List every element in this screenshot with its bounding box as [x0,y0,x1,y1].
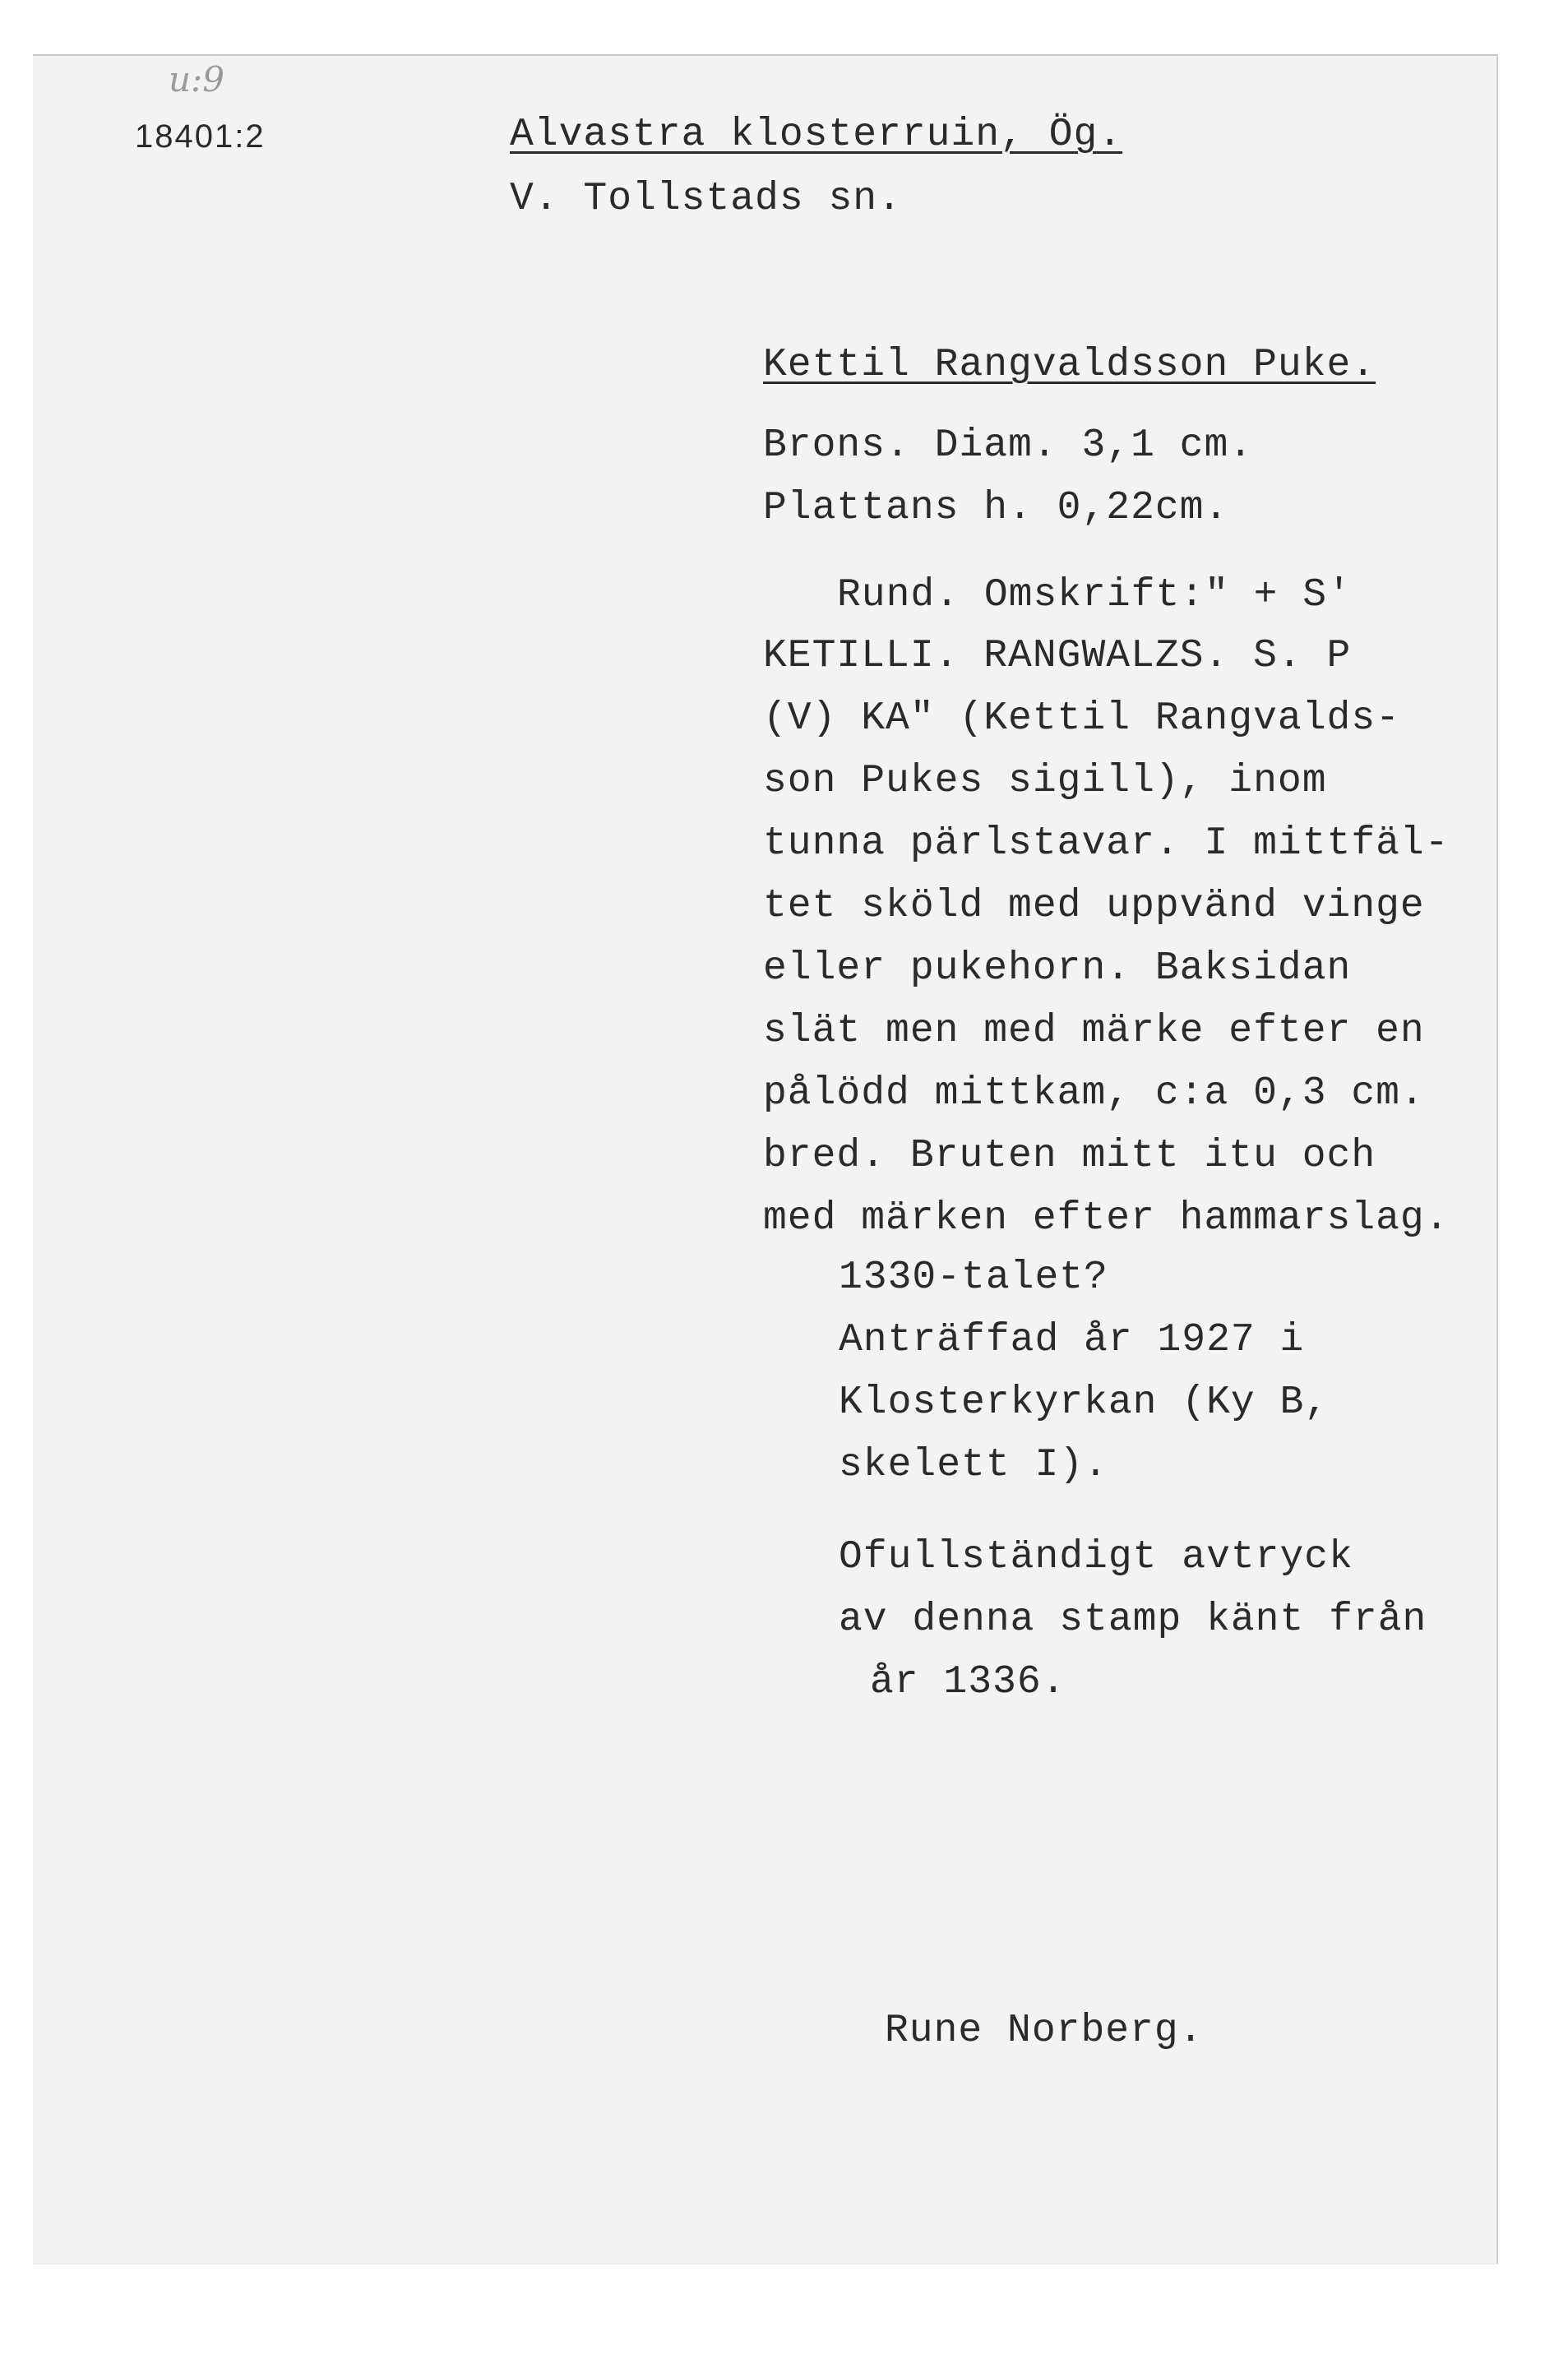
parish-name: V. Tollstads sn. [510,177,902,221]
description-line: Rund. Omskrift:" + S' [837,573,1352,617]
note-line: av denna stamp känt från [839,1598,1427,1642]
description-line: tet sköld med uppvänd vinge [763,884,1425,928]
description-line: (V) KA" (Kettil Rangvalds- [763,696,1400,741]
find-line: Klosterkyrkan (Ky B, [839,1380,1330,1425]
object-heading: Kettil Rangvaldsson Puke. [763,343,1376,387]
pencil-note: u:9 [169,59,224,99]
description-line: KETILLI. RANGWALZS. S. P [763,634,1352,678]
note-line: år 1336. [870,1660,1066,1704]
find-line: skelett I). [839,1443,1108,1487]
note-line: Ofullständigt avtryck [839,1535,1353,1579]
description-line: slät men med märke efter en [763,1009,1425,1053]
description-line: son Pukes sigill), inom [763,759,1327,803]
description-line: med märken efter hammarslag. [763,1196,1450,1241]
site-name: Alvastra klosterruin, Ög. [510,113,1123,157]
author-signature: Rune Norberg. [885,2009,1204,2053]
material-line: Brons. Diam. 3,1 cm. [763,423,1254,468]
description-line: tunna pärlstavar. I mittfäl- [763,821,1450,866]
find-line: Anträffad år 1927 i [839,1318,1305,1362]
dating-line: 1330-talet? [839,1256,1108,1300]
description-line: eller pukehorn. Baksidan [763,946,1352,991]
inventory-number: 18401:2 [135,118,266,155]
description-line: pålödd mittkam, c:a 0,3 cm. [763,1071,1425,1116]
description-line: bred. Bruten mitt itu och [763,1134,1376,1178]
material-line: Plattans h. 0,22cm. [763,486,1229,530]
